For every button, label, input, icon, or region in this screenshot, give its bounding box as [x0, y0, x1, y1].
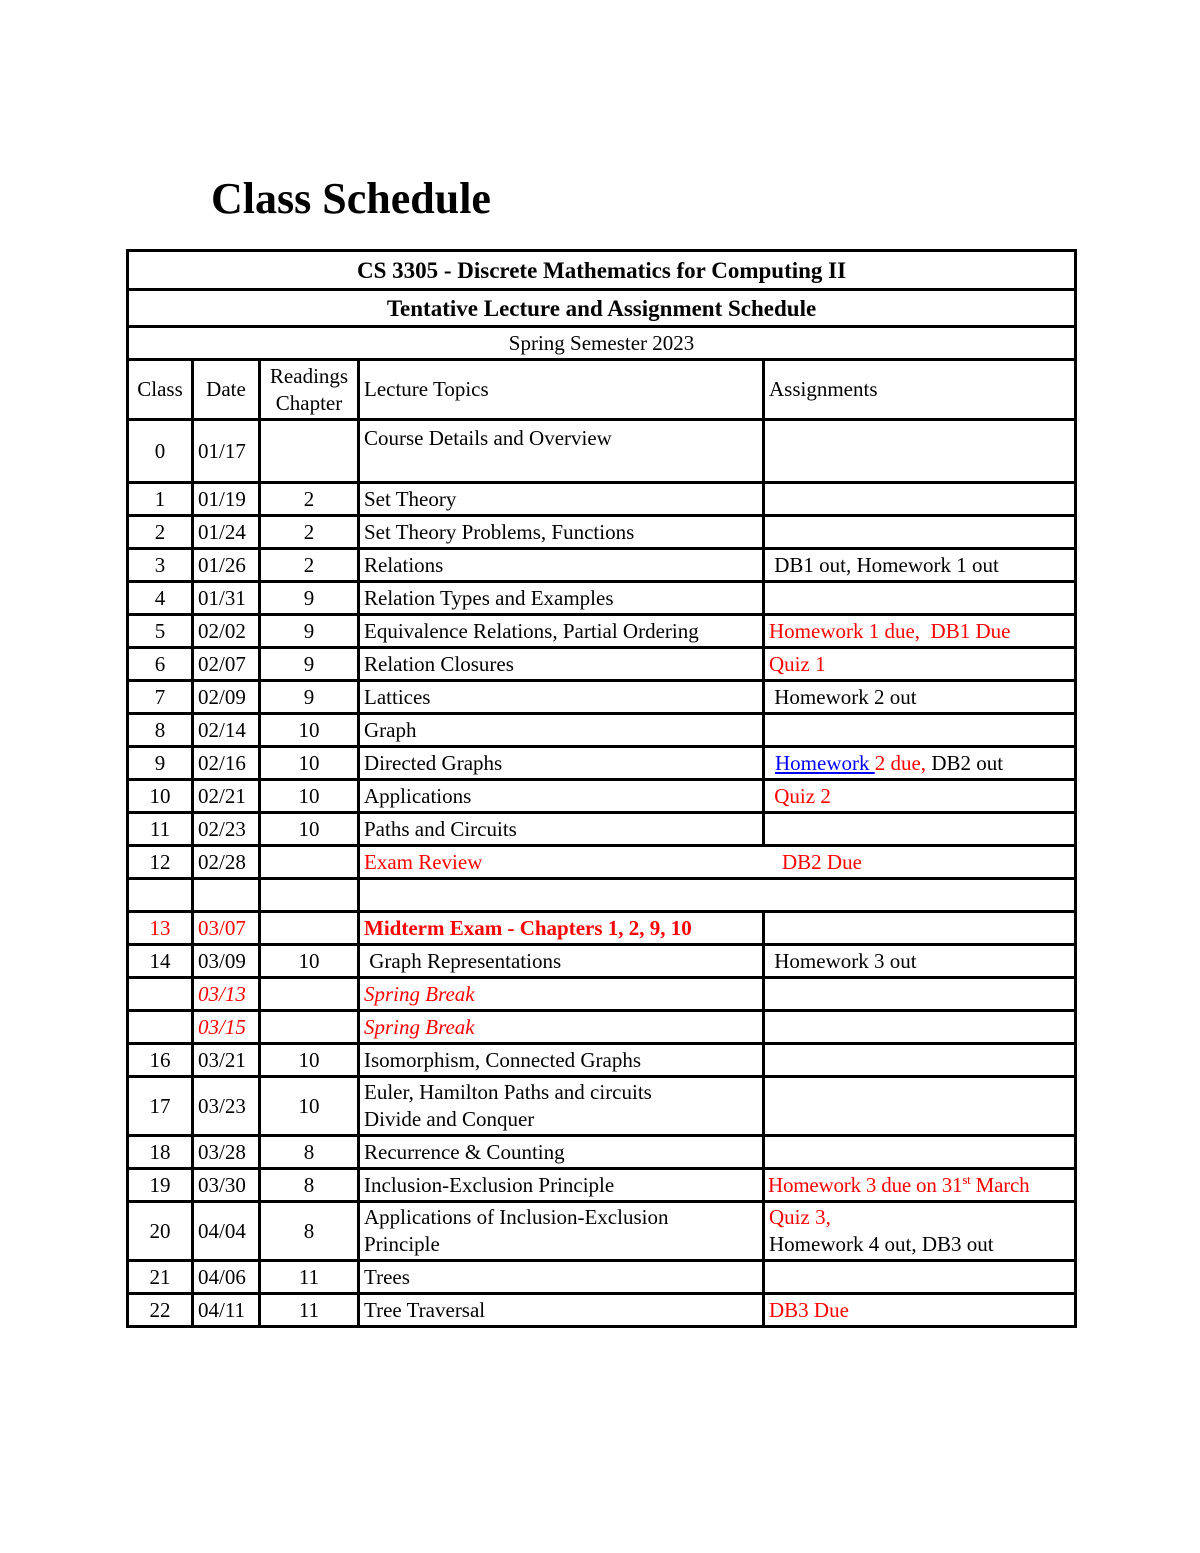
cell-reading: 11 [260, 1294, 359, 1327]
table-row [128, 1077, 1076, 1136]
course-title: CS 3305 - Discrete Mathematics for Computing II [128, 251, 1076, 290]
assignment-due-text: 2 due, [874, 750, 927, 775]
table-row [128, 945, 1076, 978]
cell-reading: 10 [260, 1044, 359, 1077]
cell-topic: Set Theory [359, 483, 764, 516]
cell-topic: Set Theory Problems, Functions [359, 516, 764, 549]
cell-reading: 10 [260, 945, 359, 978]
cell-date: 01/24 [193, 516, 260, 549]
cell-class: 11 [128, 813, 193, 846]
assignment-line1: Quiz 3, [769, 1205, 831, 1229]
cell-topic: Lattices [359, 681, 764, 714]
table-row [128, 780, 1076, 813]
cell-reading: 10 [260, 1077, 359, 1136]
cell-class: 4 [128, 582, 193, 615]
cell-topic: Exam Review [359, 846, 764, 879]
cell-assignment [764, 1261, 1076, 1294]
cell-class: 1 [128, 483, 193, 516]
cell-reading: 2 [260, 549, 359, 582]
cell-topic [359, 1077, 764, 1136]
table-row [128, 912, 1076, 945]
page-title: Class Schedule [211, 174, 491, 223]
cell-reading [260, 420, 359, 483]
semester-label: Spring Semester 2023 [128, 327, 1076, 360]
cell-class: 14 [128, 945, 193, 978]
cell-class: 21 [128, 1261, 193, 1294]
table-row [128, 714, 1076, 747]
cell-assignment [764, 1011, 1076, 1044]
cell-assignment [764, 747, 1076, 780]
cell-assignment [764, 582, 1076, 615]
topic-line2: Divide and Conquer [364, 1107, 535, 1131]
cell-assignment: DB1 out, Homework 1 out [764, 549, 1076, 582]
cell-class: 2 [128, 516, 193, 549]
header-readings [260, 360, 359, 420]
cell-date: 01/19 [193, 483, 260, 516]
assignment-text: DB2 out [926, 750, 1004, 775]
table-row [128, 1011, 1076, 1044]
cell-date: 03/13 [193, 978, 260, 1011]
header-date: Date [193, 360, 260, 420]
table-row [128, 1202, 1076, 1261]
cell-assignment [764, 912, 1076, 945]
table-row [128, 1169, 1076, 1202]
cell-reading [260, 912, 359, 945]
table-row [128, 1261, 1076, 1294]
cell-assignment [764, 978, 1076, 1011]
cell-reading: 2 [260, 516, 359, 549]
cell-class [128, 978, 193, 1011]
table-row [128, 1044, 1076, 1077]
table-row [128, 648, 1076, 681]
topic-line1: Euler, Hamilton Paths and circuits [364, 1080, 652, 1104]
cell-reading: 10 [260, 780, 359, 813]
table-row [128, 516, 1076, 549]
header-class: Class [128, 360, 193, 420]
cell-date: 03/15 [193, 1011, 260, 1044]
cell-topic [359, 1202, 764, 1261]
cell-class: 13 [128, 912, 193, 945]
cell-assignment [764, 714, 1076, 747]
assignment-text-end: March [970, 1172, 1030, 1197]
cell-class: 19 [128, 1169, 193, 1202]
cell-reading: 9 [260, 648, 359, 681]
cell-date: 03/21 [193, 1044, 260, 1077]
cell-assignment: Homework 2 out [764, 681, 1076, 714]
cell-date: 04/06 [193, 1261, 260, 1294]
homework-link[interactable]: Homework [775, 750, 875, 775]
cell-topic: Spring Break [359, 978, 764, 1011]
cell-assignment [764, 1136, 1076, 1169]
cell-class: 9 [128, 747, 193, 780]
header-readings-line1: Readings [269, 363, 349, 388]
table-row [128, 813, 1076, 846]
cell-date: 01/31 [193, 582, 260, 615]
cell-topic: Graph Representations [359, 945, 764, 978]
table-row [128, 549, 1076, 582]
cell-topic: Trees [359, 1261, 764, 1294]
cell-class: 10 [128, 780, 193, 813]
cell-reading: 9 [260, 615, 359, 648]
cell-date: 01/26 [193, 549, 260, 582]
table-row [128, 747, 1076, 780]
table-row [128, 420, 1076, 483]
table-row [128, 978, 1076, 1011]
cell-date: 04/11 [193, 1294, 260, 1327]
schedule-subtitle: Tentative Lecture and Assignment Schedule [128, 290, 1076, 327]
cell-assignment: Homework 1 due, DB1 Due [764, 615, 1076, 648]
topic-line1: Applications of Inclusion-Exclusion [364, 1205, 669, 1229]
cell-reading: 10 [260, 813, 359, 846]
cell-reading: 8 [260, 1169, 359, 1202]
cell-class: 7 [128, 681, 193, 714]
table-row [128, 1136, 1076, 1169]
cell-assignment: Quiz 2 [764, 780, 1076, 813]
cell-assignment [764, 516, 1076, 549]
cell-assignment: DB3 Due [764, 1294, 1076, 1327]
cell-assignment [764, 813, 1076, 846]
cell-date: 03/09 [193, 945, 260, 978]
cell-reading: 10 [260, 714, 359, 747]
cell-date: 02/07 [193, 648, 260, 681]
table-row [128, 681, 1076, 714]
cell-topic: Inclusion-Exclusion Principle [359, 1169, 764, 1202]
cell-assignment: DB2 Due [764, 846, 1076, 879]
table-row [128, 615, 1076, 648]
cell-assignment [764, 1202, 1076, 1261]
cell-date: 04/04 [193, 1202, 260, 1261]
cell-topic: Relation Types and Examples [359, 582, 764, 615]
cell-class: 5 [128, 615, 193, 648]
cell-class: 3 [128, 549, 193, 582]
header-topics: Lecture Topics [359, 360, 764, 420]
cell-topic: Graph [359, 714, 764, 747]
cell-date: 02/14 [193, 714, 260, 747]
cell-class: 8 [128, 714, 193, 747]
cell-topic: Relation Closures [359, 648, 764, 681]
cell-class [128, 879, 193, 912]
header-assignments: Assignments [764, 360, 1076, 420]
cell-assignment [764, 1169, 1076, 1202]
cell-class: 22 [128, 1294, 193, 1327]
cell-topic: Recurrence & Counting [359, 1136, 764, 1169]
cell-class: 20 [128, 1202, 193, 1261]
cell-topic: Isomorphism, Connected Graphs [359, 1044, 764, 1077]
cell-date: 01/17 [193, 420, 260, 483]
cell-class: 16 [128, 1044, 193, 1077]
table-row [128, 1294, 1076, 1327]
cell-date: 02/23 [193, 813, 260, 846]
table-row [128, 582, 1076, 615]
schedule-table [126, 249, 1077, 1328]
cell-reading: 9 [260, 681, 359, 714]
cell-date: 03/30 [193, 1169, 260, 1202]
assignment-text: Homework 3 due on 31 [768, 1172, 963, 1197]
cell-topic: Paths and Circuits [359, 813, 764, 846]
cell-date: 03/23 [193, 1077, 260, 1136]
cell-reading [260, 879, 359, 912]
cell-topic: Spring Break [359, 1011, 764, 1044]
cell-topic: Tree Traversal [359, 1294, 764, 1327]
cell-class: 0 [128, 420, 193, 483]
cell-reading [260, 978, 359, 1011]
cell-class: 18 [128, 1136, 193, 1169]
cell-assignment: Homework 3 out [764, 945, 1076, 978]
header-readings-line2: Chapter [275, 390, 343, 415]
cell-assignment [764, 1077, 1076, 1136]
table-row-blank [128, 879, 1076, 912]
cell-class: 17 [128, 1077, 193, 1136]
cell-class: 12 [128, 846, 193, 879]
cell-topic: Course Details and Overview [359, 420, 764, 483]
cell-class: 6 [128, 648, 193, 681]
cell-reading: 10 [260, 747, 359, 780]
cell-topic: Equivalence Relations, Partial Ordering [359, 615, 764, 648]
cell-date: 02/02 [193, 615, 260, 648]
table-row [128, 846, 1076, 879]
ordinal-suffix: st [962, 1171, 971, 1187]
cell-reading [260, 1011, 359, 1044]
cell-assignment [764, 420, 1076, 483]
cell-class [128, 1011, 193, 1044]
cell-date: 02/16 [193, 747, 260, 780]
cell-date [193, 879, 260, 912]
cell-topic: Directed Graphs [359, 747, 764, 780]
cell-topic: Midterm Exam - Chapters 1, 2, 9, 10 [359, 912, 764, 945]
cell-date: 02/21 [193, 780, 260, 813]
cell-reading: 9 [260, 582, 359, 615]
assignment-line2: Homework 4 out, DB3 out [769, 1232, 994, 1256]
cell-assignment: Quiz 1 [764, 648, 1076, 681]
topic-line2: Principle [364, 1232, 440, 1256]
cell-date: 03/28 [193, 1136, 260, 1169]
cell-date: 03/07 [193, 912, 260, 945]
cell-reading [260, 846, 359, 879]
table-row [128, 483, 1076, 516]
cell-reading: 8 [260, 1136, 359, 1169]
cell-reading: 11 [260, 1261, 359, 1294]
cell-topic: Applications [359, 780, 764, 813]
column-header-row [128, 360, 1076, 420]
cell-topic [359, 879, 1076, 912]
cell-reading: 2 [260, 483, 359, 516]
cell-date: 02/09 [193, 681, 260, 714]
cell-date: 02/28 [193, 846, 260, 879]
cell-assignment [764, 1044, 1076, 1077]
cell-reading: 8 [260, 1202, 359, 1261]
cell-topic: Relations [359, 549, 764, 582]
cell-assignment [764, 483, 1076, 516]
